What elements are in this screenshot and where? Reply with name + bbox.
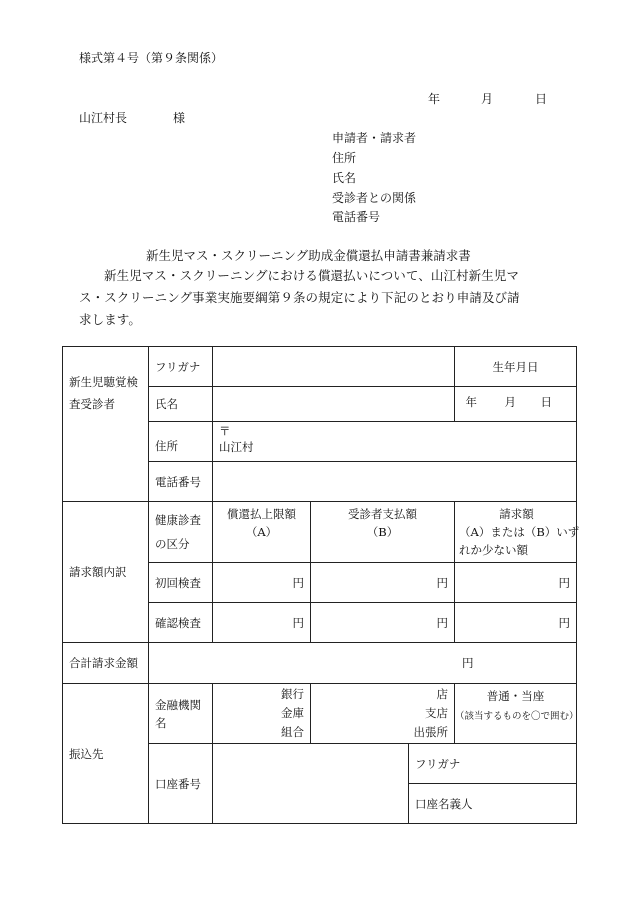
examinee-name-field[interactable] — [213, 387, 455, 422]
claim-row-label: 確認検査 — [149, 603, 213, 643]
birthdate-field[interactable]: 年 月 日 — [455, 387, 577, 422]
institution-type-field[interactable]: 銀行 金庫 組合 — [213, 684, 311, 744]
account-number-label: 口座番号 — [149, 744, 213, 824]
document-title: 新生児マス・スクリーニング助成金償還払申請書兼請求書 — [146, 248, 471, 263]
body-line-3: 求します。 — [79, 312, 142, 327]
account-furigana-field[interactable] — [409, 744, 577, 784]
total-field[interactable]: 円 — [149, 643, 577, 684]
birthdate-label: 生年月日 — [455, 347, 577, 387]
body-line-2: ス・スクリーニング事業実施要綱第９条の規定により下記のとおり申請及び請 — [79, 290, 520, 305]
examinee-phone-field[interactable] — [213, 462, 577, 502]
account-type-options: 普通・当座 — [486, 689, 545, 703]
account-number-field[interactable] — [213, 744, 409, 824]
category-header: 健康診査 の区分 — [149, 502, 213, 563]
examinee-name-label: 氏名 — [149, 387, 213, 422]
form-number: 様式第４号（第９条関係） — [79, 51, 224, 65]
column-a-header: 償還払上限額 （A） — [213, 502, 311, 563]
applicant-address-label: 住所 — [332, 151, 357, 165]
transfer-section-label: 振込先 — [63, 684, 149, 824]
examinee-address-label: 住所 — [149, 422, 213, 462]
claim-row-c-field[interactable]: 円 — [455, 563, 577, 603]
claim-row-b-field[interactable]: 円 — [311, 603, 455, 643]
branch-type-field[interactable]: 店 支店 出張所 — [311, 684, 455, 744]
account-holder-label: 口座名義人 — [415, 796, 473, 811]
addressee: 山江村長 — [79, 111, 128, 125]
date-month-label: 月 — [481, 92, 494, 106]
village-name: 山江村 — [219, 440, 254, 454]
account-type-field[interactable] — [455, 684, 577, 744]
date-year-label: 年 — [428, 92, 441, 106]
account-holder-field[interactable] — [409, 784, 577, 824]
claim-row-b-field[interactable]: 円 — [311, 563, 455, 603]
postal-mark: 〒 — [219, 424, 231, 438]
examinee-address-field[interactable] — [213, 422, 577, 462]
claim-section-label: 請求額内訳 — [63, 502, 149, 643]
applicant-phone-label: 電話番号 — [332, 210, 381, 224]
furigana-field[interactable] — [213, 347, 455, 387]
examinee-section-label: 新生児聴覚検査受診者 — [63, 347, 149, 502]
claim-row-a-field[interactable]: 円 — [213, 603, 311, 643]
total-label: 合計請求金額 — [63, 643, 149, 684]
applicant-role: 申請者・請求者 — [332, 131, 417, 145]
claim-row-a-field[interactable]: 円 — [213, 563, 311, 603]
account-furigana-label: フリガナ — [415, 756, 461, 771]
examinee-phone-label: 電話番号 — [149, 462, 213, 502]
applicant-name-label: 氏名 — [332, 171, 357, 185]
date-day-label: 日 — [535, 92, 548, 106]
claim-row-c-field[interactable]: 円 — [455, 603, 577, 643]
addressee-honorific: 様 — [173, 111, 186, 125]
claim-row-label: 初回検査 — [149, 563, 213, 603]
furigana-label: フリガナ — [149, 347, 213, 387]
application-table — [62, 346, 580, 824]
applicant-relation-label: 受診者との関係 — [332, 191, 417, 205]
column-b-header: 受診者支払額 （B） — [311, 502, 455, 563]
institution-label: 金融機関名 — [149, 684, 213, 744]
account-type-note: （該当するものを〇で囲む） — [455, 711, 579, 722]
body-line-1: 新生児マス・スクリーニングにおける償還払いについて、山江村新生児マ — [104, 268, 520, 283]
column-c-header: 請求額 （A）または（B）いず れか少ない額 — [455, 502, 577, 563]
